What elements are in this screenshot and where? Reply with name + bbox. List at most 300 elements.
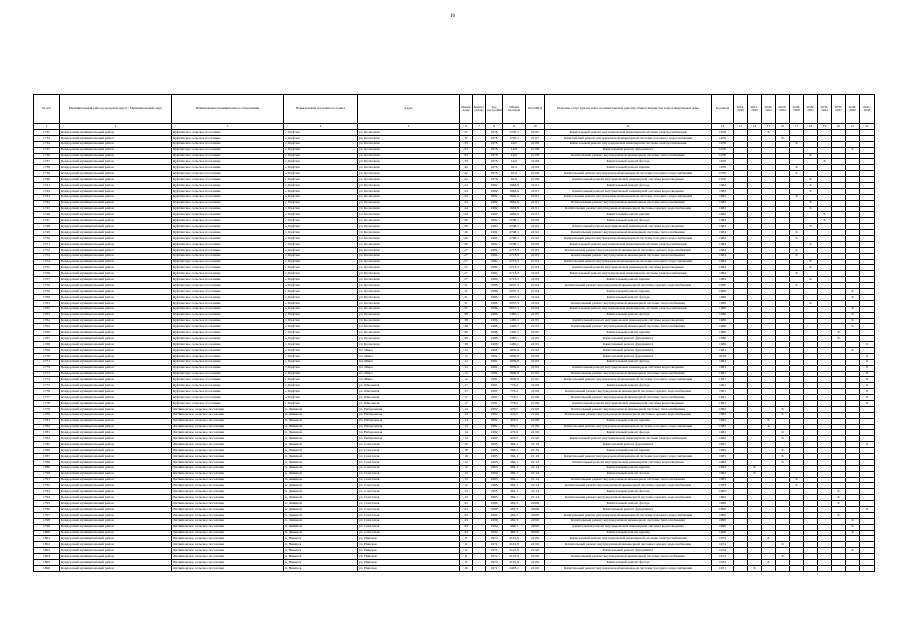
cell-year-commissioned: 1986 xyxy=(712,330,734,336)
cell-year: 1984 xyxy=(486,230,503,236)
column-number: 14 xyxy=(748,124,762,130)
cell-n: 1797 xyxy=(34,512,60,518)
cell-work: Капитальный ремонт фасада xyxy=(545,159,712,165)
cell-year-commissioned: 1976 xyxy=(712,171,734,177)
column-header: 2023-2025 xyxy=(776,95,790,124)
cell-settlement: Куфтинское сельское поселение xyxy=(172,218,284,224)
cell-year-commissioned: 1986 xyxy=(712,283,734,289)
cell-locality: с. Куфтин xyxy=(284,277,358,283)
cell-locality: п. Двинной xyxy=(284,530,358,536)
cell-district: Ковдорский муниципальный район xyxy=(60,383,172,389)
cell-work: Капитальный ремонт внутридомовой инженерной системы горячего водоснабжения xyxy=(545,247,712,253)
cell-house: 27 xyxy=(460,259,473,265)
cell-year: 1974 xyxy=(486,536,503,542)
cell-locality: с. Куфтин xyxy=(284,218,358,224)
column-number: 5 xyxy=(358,124,460,130)
cell-work: Капитальный ремонт фундамента xyxy=(545,336,712,342)
cell-street: ул. Колхозная xyxy=(358,171,460,177)
cell-period-9: X xyxy=(846,294,860,300)
cell-work: Капитальный ремонт крыши xyxy=(545,165,712,171)
cell-street: ул. Набережная xyxy=(358,424,460,430)
cell-area: 2713,3 xyxy=(503,265,526,271)
cell-house: 12 xyxy=(460,465,473,471)
cell-settlement: Литвиновское сельское поселение xyxy=(172,477,284,483)
cell-work: Капитальный ремонт внутридомовой инженерной системы горячего водоснабжения xyxy=(545,542,712,548)
cell-year-commissioned: 1984 xyxy=(712,259,734,265)
cell-period-4: X xyxy=(776,436,790,442)
cell-work: Капитальный ремонт внутридомовой инженерной системы электроснабжения xyxy=(545,536,712,542)
cell-year: 1986 xyxy=(486,318,503,324)
cell-district: Ковдорский муниципальный район xyxy=(60,236,172,242)
cell-house: 42 xyxy=(460,177,473,183)
cell-code: 21:02 xyxy=(526,224,545,230)
cell-period-9: X xyxy=(846,524,860,530)
column-number: 1 xyxy=(34,124,60,130)
cell-year-commissioned: 1986 xyxy=(712,336,734,342)
cell-house: 31 xyxy=(460,306,473,312)
cell-n: 1803 xyxy=(34,548,60,554)
cell-house: 26 xyxy=(460,236,473,242)
cell-n: 1735 xyxy=(34,147,60,153)
cell-year-commissioned: 1984 xyxy=(712,265,734,271)
column-header: 2038-2040 xyxy=(846,95,860,124)
cell-period-7: X xyxy=(818,159,832,165)
cell-locality: с. Куфтин xyxy=(284,194,358,200)
cell-house: 43 xyxy=(460,512,473,518)
cell-settlement: Литвиновское сельское поселение xyxy=(172,536,284,542)
cell-n: 1755 xyxy=(34,265,60,271)
cell-period-1 xyxy=(734,565,748,571)
cell-settlement: Куфтинское сельское поселение xyxy=(172,135,284,141)
cell-period-6 xyxy=(804,565,818,571)
cell-year: 1991 xyxy=(486,389,503,395)
cell-house: 38 xyxy=(460,312,473,318)
cell-house: 12 xyxy=(460,477,473,483)
cell-street: ул. Колхозная xyxy=(358,300,460,306)
cell-district: Ковдорский муниципальный район xyxy=(60,135,172,141)
cell-district: Ковдорский муниципальный район xyxy=(60,183,172,189)
cell-house: 13 xyxy=(460,495,473,501)
cell-period-9 xyxy=(846,565,860,571)
cell-house: 38 xyxy=(460,324,473,330)
column-number: 21 xyxy=(846,124,860,130)
cell-locality: с. Куфтин xyxy=(284,200,358,206)
column-number: 17 xyxy=(790,124,804,130)
cell-street: ул. Советская xyxy=(358,453,460,459)
cell-settlement: Литвиновское сельское поселение xyxy=(172,424,284,430)
cell-period-5: X xyxy=(790,165,804,171)
cell-code: 21:14 xyxy=(526,495,545,501)
cell-house: 43 xyxy=(460,530,473,536)
cell-n: 1783 xyxy=(34,430,60,436)
cell-year-commissioned: 1991 xyxy=(712,400,734,406)
cell-settlement: Куфтинское сельское поселение xyxy=(172,389,284,395)
cell-year-commissioned: 1976 xyxy=(712,130,734,136)
cell-locality: с. Куфтин xyxy=(284,241,358,247)
cell-year-commissioned: 1982 xyxy=(712,194,734,200)
cell-house: 11 xyxy=(460,548,473,554)
cell-district: Ковдорский муниципальный район xyxy=(60,442,172,448)
cell-street: ул. Колхозная xyxy=(358,289,460,295)
cell-work: Капитальный ремонт внутридомовой инженерной системы теплоснабжения xyxy=(545,253,712,259)
cell-locality: п. Нивенск xyxy=(284,560,358,566)
cell-district: Ковдорский муниципальный район xyxy=(60,565,172,571)
cell-period-6: X xyxy=(804,300,818,306)
cell-street: ул. Колхозная xyxy=(358,194,460,200)
cell-year: 1974 xyxy=(486,554,503,560)
cell-year-commissioned: 1981 xyxy=(712,359,734,365)
cell-year-commissioned: 1976 xyxy=(712,135,734,141)
cell-year-commissioned: 1974 xyxy=(712,536,734,542)
cell-code: 21:09 xyxy=(526,165,545,171)
cell-settlement: Куфтинское сельское поселение xyxy=(172,400,284,406)
cell-period-3: X xyxy=(762,418,776,424)
cell-n: 1801 xyxy=(34,536,60,542)
cell-work: Капитальный ремонт внутридомовой инженерной системы теплоснабжения xyxy=(545,153,712,159)
cell-locality: п. Двинной xyxy=(284,406,358,412)
cell-street: ул. Колхозная xyxy=(358,130,460,136)
cell-settlement: Куфтинское сельское поселение xyxy=(172,300,284,306)
cell-work: Капитальный ремонт фасада xyxy=(545,560,712,566)
cell-locality: с. Куфтин xyxy=(284,336,358,342)
cell-year-commissioned: 1984 xyxy=(712,247,734,253)
column-header: 2032-2034 xyxy=(818,95,832,124)
cell-settlement: Куфтинское сельское поселение xyxy=(172,365,284,371)
cell-code: 21:06 xyxy=(526,395,545,401)
cell-settlement: Куфтинское сельское поселение xyxy=(172,212,284,218)
cell-n: 1794 xyxy=(34,495,60,501)
cell-house: 33 xyxy=(460,159,473,165)
cell-code: 21:03 xyxy=(526,247,545,253)
cell-year: 1978 xyxy=(486,141,503,147)
cell-code: 21:14 xyxy=(526,471,545,477)
cell-year-commissioned: 1990 xyxy=(712,530,734,536)
cell-district: Ковдорский муниципальный район xyxy=(60,336,172,342)
cell-settlement: Куфтинское сельское поселение xyxy=(172,306,284,312)
cell-year: 1985 xyxy=(486,442,503,448)
column-number: 7 xyxy=(473,124,486,130)
cell-work: Капитальный ремонт внутридомовой инженерной системы теплоснабжения xyxy=(545,518,712,524)
cell-district: Ковдорский муниципальный район xyxy=(60,312,172,318)
cell-house: 14 xyxy=(460,418,473,424)
cell-period-4: X xyxy=(776,135,790,141)
cell-street: пл. Мира xyxy=(358,377,460,383)
cell-district: Ковдорский муниципальный район xyxy=(60,418,172,424)
cell-area: 1962,9 xyxy=(503,206,526,212)
cell-year-commissioned: 1990 xyxy=(712,512,734,518)
cell-year-commissioned: 1984 xyxy=(712,277,734,283)
cell-year: 1971 xyxy=(486,565,503,571)
cell-year: 1963 xyxy=(486,459,503,465)
cell-n: 1778 xyxy=(34,400,60,406)
cell-street: ул. Колхозная xyxy=(358,265,460,271)
cell-period-5: X xyxy=(790,236,804,242)
cell-year: 1984 xyxy=(486,224,503,230)
cell-locality: п. Двинной xyxy=(284,518,358,524)
cell-house: 11 xyxy=(460,560,473,566)
cell-year-commissioned: 1963 xyxy=(712,459,734,465)
cell-street: ул. Колхозная xyxy=(358,271,460,277)
cell-house: 1а xyxy=(460,365,473,371)
cell-year: 1982 xyxy=(486,188,503,194)
cell-code: 21:02 xyxy=(526,371,545,377)
cell-year-commissioned: 1981 xyxy=(712,365,734,371)
cell-n: 1759 xyxy=(34,289,60,295)
cell-settlement: Куфтинское сельское поселение xyxy=(172,200,284,206)
cell-locality: п. Двинной xyxy=(284,424,358,430)
cell-work: Капитальный ремонт внутридомовой инженерной системы теплоснабжения xyxy=(545,554,712,560)
cell-house: 43 xyxy=(460,507,473,513)
cell-code: 21:02 xyxy=(526,353,545,359)
cell-street: ул. Советская xyxy=(358,459,460,465)
cell-locality: с. Куфтин xyxy=(284,318,358,324)
cell-work: Капитальный ремонт фасада xyxy=(545,471,712,477)
cell-area: 482,3 xyxy=(503,524,526,530)
cell-year-commissioned: 1991 xyxy=(712,383,734,389)
cell-district: Ковдорский муниципальный район xyxy=(60,188,172,194)
cell-house: 38 xyxy=(460,336,473,342)
cell-settlement: Литвиновское сельское поселение xyxy=(172,406,284,412)
cell-area: 2798,1 xyxy=(503,224,526,230)
cell-settlement: Куфтинское сельское поселение xyxy=(172,236,284,242)
cell-n: 1806 xyxy=(34,565,60,571)
cell-period-9: X xyxy=(846,347,860,353)
cell-n: 1770 xyxy=(34,353,60,359)
cell-year-commissioned: 1963 xyxy=(712,471,734,477)
cell-locality: с. Куфтин xyxy=(284,135,358,141)
cell-period-5: X xyxy=(790,253,804,259)
cell-code: 21:07 xyxy=(526,135,545,141)
cell-work: Капитальный ремонт внутридомовой инженерной системы холодного водоснабжения xyxy=(545,135,712,141)
cell-period-10: X xyxy=(860,395,875,401)
cell-code: 21:06 xyxy=(526,430,545,436)
cell-district: Ковдорский муниципальный район xyxy=(60,353,172,359)
cell-period-5 xyxy=(790,565,804,571)
cell-work: Капитальный ремонт фасада xyxy=(545,183,712,189)
cell-n: 1743 xyxy=(34,194,60,200)
cell-code: 21:03 xyxy=(526,259,545,265)
cell-work: Капитальный ремонт внутридомовой инженерной системы теплоснабжения xyxy=(545,230,712,236)
cell-area: 1962,9 xyxy=(503,212,526,218)
cell-code: 21:06 xyxy=(526,418,545,424)
cell-locality: п. Двинной xyxy=(284,524,358,530)
cell-year: 1984 xyxy=(486,259,503,265)
cell-district: Ковдорский муниципальный район xyxy=(60,406,172,412)
cell-year: 1974 xyxy=(486,548,503,554)
cell-year: 1981 xyxy=(486,359,503,365)
cell-year: 1982 xyxy=(486,183,503,189)
cell-house: 14 xyxy=(460,436,473,442)
column-number: 11 xyxy=(545,124,712,130)
cell-period-9: X xyxy=(846,530,860,536)
column-header: 2035-2037 xyxy=(832,95,846,124)
cell-work: Капитальный ремонт внутридомовой инженерной системы электроснабжения xyxy=(545,141,712,147)
cell-settlement: Литвиновское сельское поселение xyxy=(172,560,284,566)
cell-n: 1750 xyxy=(34,236,60,242)
cell-locality: п. Двинной xyxy=(284,471,358,477)
cell-n: 1805 xyxy=(34,560,60,566)
cell-year: 1984 xyxy=(486,253,503,259)
column-number: 12 xyxy=(712,124,734,130)
cell-work: Капитальный ремонт внутридомовой инженерной системы электроснабжения xyxy=(545,271,712,277)
cell-work: Капитальный ремонт внутридомовой инженерной системы холодного водоснабжения xyxy=(545,236,712,242)
cell-house: 24 xyxy=(460,194,473,200)
cell-district: Ковдорский муниципальный район xyxy=(60,501,172,507)
cell-district: Ковдорский муниципальный район xyxy=(60,306,172,312)
cell-year: 1984 xyxy=(486,277,503,283)
cell-street: ул. Колхозная xyxy=(358,318,460,324)
cell-district: Ковдорский муниципальный район xyxy=(60,471,172,477)
cell-locality: с. Куфтин xyxy=(284,300,358,306)
cell-settlement: Куфтинское сельское поселение xyxy=(172,206,284,212)
cell-work: Капитальный ремонт фундамента xyxy=(545,342,712,348)
cell-code: 21:04 xyxy=(526,289,545,295)
table-body xyxy=(34,130,875,572)
cell-n: 1771 xyxy=(34,359,60,365)
cell-street: ул. Колхозная xyxy=(358,236,460,242)
cell-work: Капитальный ремонт внутридомовой инженерной системы холодного водоснабжения xyxy=(545,377,712,383)
cell-period-7: X xyxy=(818,212,832,218)
cell-code: 21:05 xyxy=(526,312,545,318)
cell-block xyxy=(473,565,486,571)
cell-street: ул. Школьная xyxy=(358,383,460,389)
cell-locality: с. Куфтин xyxy=(284,188,358,194)
cell-street: ул. Колхозная xyxy=(358,342,460,348)
cell-street: ул. Школьная xyxy=(358,395,460,401)
cell-street: ул. Колхозная xyxy=(358,312,460,318)
cell-locality: с. Куфтин xyxy=(284,236,358,242)
cell-year: 1963 xyxy=(486,465,503,471)
cell-area: 364,1 xyxy=(503,442,526,448)
cell-street: пл. Мира xyxy=(358,365,460,371)
cell-period-9: X xyxy=(846,318,860,324)
cell-settlement: Куфтинское сельское поселение xyxy=(172,324,284,330)
cell-locality: с. Куфтин xyxy=(284,253,358,259)
cell-n: 1790 xyxy=(34,471,60,477)
cell-settlement: Куфтинское сельское поселение xyxy=(172,294,284,300)
cell-n: 1732 xyxy=(34,130,60,136)
cell-n: 1766 xyxy=(34,330,60,336)
cell-street: ул. Колхозная xyxy=(358,212,460,218)
cell-locality: п. Нивенск xyxy=(284,548,358,554)
cell-house: 1а xyxy=(460,353,473,359)
cell-district: Ковдорский муниципальный район xyxy=(60,477,172,483)
cell-year: 1982 xyxy=(486,194,503,200)
column-number: 3 xyxy=(172,124,284,130)
column-number: 2 xyxy=(60,124,172,130)
cell-area: 364,1 xyxy=(503,453,526,459)
cell-year-commissioned: 1986 xyxy=(712,324,734,330)
cell-house: 38 xyxy=(460,342,473,348)
page-number: 16 xyxy=(450,14,455,19)
cell-house: 12 xyxy=(460,471,473,477)
cell-period-2: X xyxy=(748,465,762,471)
cell-district: Ковдорский муниципальный район xyxy=(60,294,172,300)
cell-n: 1737 xyxy=(34,159,60,165)
cell-year: 1982 xyxy=(486,206,503,212)
cell-locality: с. Куфтин xyxy=(284,147,358,153)
cell-locality: с. Куфтин xyxy=(284,347,358,353)
cell-period-7: X xyxy=(818,218,832,224)
cell-area: 2037,3 xyxy=(503,283,526,289)
cell-district: Ковдорский муниципальный район xyxy=(60,542,172,548)
cell-period-10 xyxy=(860,565,875,571)
cell-settlement: Куфтинское сельское поселение xyxy=(172,271,284,277)
cell-area: 1611 xyxy=(503,171,526,177)
cell-work: Капитальный ремонт внутридомовой инженерной системы холодного водоснабжения xyxy=(545,512,712,518)
cell-settlement: Литвиновское сельское поселение xyxy=(172,542,284,548)
column-header: Перечень услуг и (или) работ по капитальному ремонту общего имущества в многоквартирном доме xyxy=(545,95,712,124)
cell-district: Ковдорский муниципальный район xyxy=(60,389,172,395)
cell-n: 1762 xyxy=(34,306,60,312)
cell-settlement: Куфтинское сельское поселение xyxy=(172,230,284,236)
cell-work: Капитальный ремонт фасада xyxy=(545,489,712,495)
cell-year: 1986 xyxy=(486,336,503,342)
cell-n: 1784 xyxy=(34,436,60,442)
cell-locality: п. Двинной xyxy=(284,442,358,448)
cell-house: 31 xyxy=(460,130,473,136)
cell-code: 21:01 xyxy=(526,200,545,206)
cell-house: 31 xyxy=(460,283,473,289)
cell-code: 21:09 xyxy=(526,177,545,183)
column-number: 19 xyxy=(818,124,832,130)
cell-year: 1986 xyxy=(486,324,503,330)
cell-year-commissioned: 1963 xyxy=(712,477,734,483)
cell-year-commissioned: 1984 xyxy=(712,230,734,236)
cell-area: 776,2 xyxy=(503,395,526,401)
cell-street: ул. Советская xyxy=(358,501,460,507)
cell-year-commissioned: 1982 xyxy=(712,200,734,206)
cell-period-5: X xyxy=(790,283,804,289)
cell-area: 1962,9 xyxy=(503,183,526,189)
cell-period-8: X xyxy=(832,489,846,495)
cell-settlement: Куфтинское сельское поселение xyxy=(172,147,284,153)
cell-house: 42 xyxy=(460,171,473,177)
cell-house: 17 xyxy=(460,389,473,395)
cell-n: 1744 xyxy=(34,200,60,206)
cell-house: 26 xyxy=(460,230,473,236)
cell-n: 1800 xyxy=(34,530,60,536)
cell-code: 21:06 xyxy=(526,560,545,566)
cell-street: ул. Нивская xyxy=(358,560,460,566)
cell-district: Ковдорский муниципальный район xyxy=(60,554,172,560)
cell-house: 43 xyxy=(460,501,473,507)
cell-period-10: X xyxy=(860,383,875,389)
cell-locality: с. Куфтин xyxy=(284,265,358,271)
cell-locality: с. Куфтин xyxy=(284,165,358,171)
cell-period-6: X xyxy=(804,177,818,183)
cell-settlement: Куфтинское сельское поселение xyxy=(172,342,284,348)
cell-year: 1982 xyxy=(486,212,503,218)
cell-period-6: X xyxy=(804,183,818,189)
cell-street: пл. Мира xyxy=(358,359,460,365)
cell-area: 2713,3 xyxy=(503,277,526,283)
cell-code: 21:01 xyxy=(526,212,545,218)
cell-year-commissioned: 1990 xyxy=(712,501,734,507)
cell-year: 1974 xyxy=(486,542,503,548)
cell-year: 1981 xyxy=(486,371,503,377)
cell-n: 1802 xyxy=(34,542,60,548)
cell-work: Капитальный ремонт крыши xyxy=(545,330,712,336)
cell-code: 21:02 xyxy=(526,347,545,353)
cell-house: 12 xyxy=(460,459,473,465)
cell-locality: с. Куфтин xyxy=(284,247,358,253)
cell-house: 16 xyxy=(460,565,473,571)
cell-work: Капитальный ремонт внутридомовой инженерной системы электроснабжения xyxy=(545,436,712,442)
cell-area: 2798,1 xyxy=(503,218,526,224)
cell-area: 384,1 xyxy=(503,471,526,477)
cell-year: 1981 xyxy=(486,377,503,383)
